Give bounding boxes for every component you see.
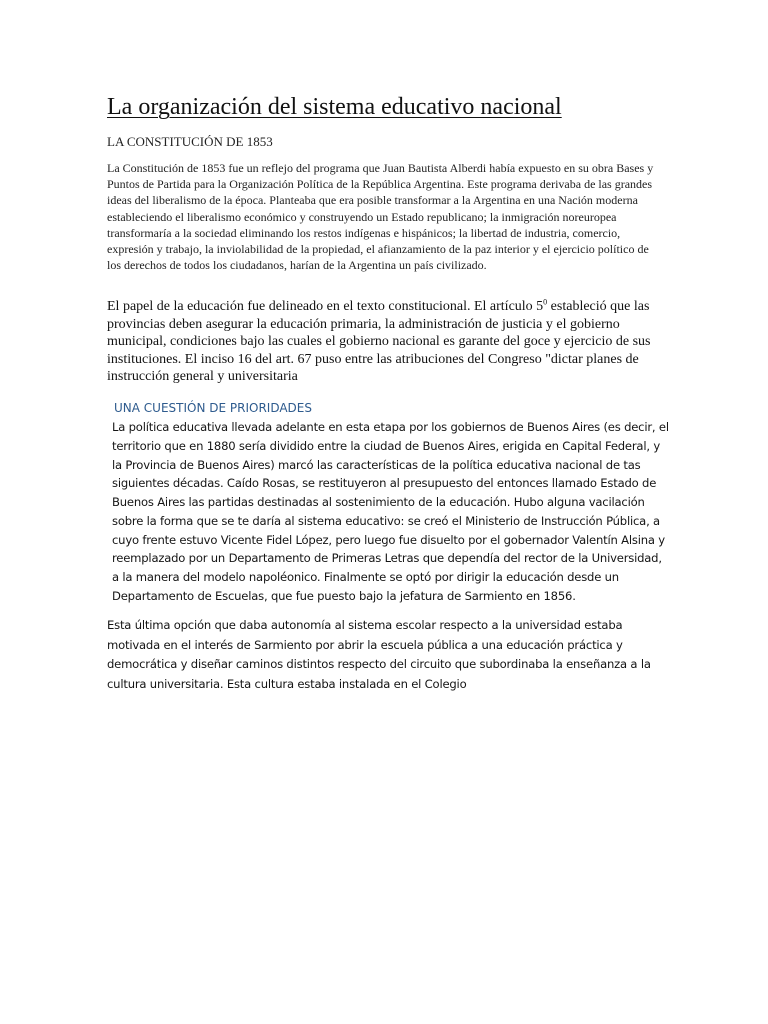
paragraph-education-role	[107, 298, 655, 386]
paragraph-education-role-start: El papel de la educación fue delineado en el texto constitucional. El artículo 5	[107, 299, 544, 314]
section-subtitle: LA CONSTITUCIÓN DE 1853	[107, 134, 273, 149]
paragraph-education-role-end: estableció que las provincias deben asegurar la educación primaria, la administración de justicia y el gobierno municipal, condiciones bajo las cuales el gobierno nacional es garante del goce y ejercicio de sus instituciones. El inciso 16 del art. 67 puso entre las atribuciones del Congreso "dictar planes de instrucción general y universitaria	[107, 299, 651, 385]
article-superscript: 0	[543, 297, 548, 307]
document-title: La organización del sistema educativo nacional	[107, 94, 562, 120]
section-heading-priorities: UNA CUESTIÓN DE PRIORIDADES	[114, 401, 312, 415]
paragraph-educational-policy: La política educativa llevada adelante en esta etapa por los gobiernos de Buenos Aires (es decir, el territorio que en 1880 sería dividido entre la ciudad de Buenos Aires, erigida en Capital Federal, y la Provincia de Buenos Aires) marcó las características de la política educativa nacional de tas siguientes décadas. Caído Rosas, se restituyeron al presupuesto del entonces llamado Estado de Buenos Aires las partidas destinadas al sostenimiento de la educación. Hubo alguna vacilación sobre la forma que se te daría al sistema educativo: se creó el Ministerio de Instrucción Pública, a cuyo frente estuvo Vicente Fidel López, pero luego fue disuelto por el gobernador Valentín Alsina y reemplazado por un Departamento de Primeras Letras que dependía del rector de la Universidad, a la manera del modelo napoléonico. Finalmente se optó por dirigir la educación desde un Departamento de Escuelas, que fue puesto bajo la jefatura de Sarmiento en 1856.	[112, 420, 669, 603]
paragraph-constitution: La Constitución de 1853 fue un reflejo del programa que Juan Bautista Alberdi había expuesto en su obra Bases y Puntos de Partida para la Organización Política de la República Argentina. Este programa derivaba de las grandes ideas del liberalismo de la época. Planteaba que era posible transformar a la Argentina en una Nación moderna estableciendo el liberalismo económico y construyendo un Estado republicano; la inmigración noreuropea transformaría a la sociedad eliminando los restos indígenas e hispánicos; la libertad de industria, comercio, expresión y trabajo, la inviolabilidad de la propiedad, el afianzamiento de la paz interior y el ejercicio político de los derechos de todos los ciudadanos, harían de la Argentina un país civilizado.	[107, 161, 654, 273]
paragraph-autonomy: Esta última opción que daba autonomía al sistema escolar respecto a la universidad estaba motivada en el interés de Sarmiento por abrir la escuela pública a una educación práctica y democrática y diseñar caminos distintos respecto del circuito que subordinaba la enseñanza a la cultura universitaria. Esta cultura estaba instalada en el Colegio	[107, 618, 651, 691]
